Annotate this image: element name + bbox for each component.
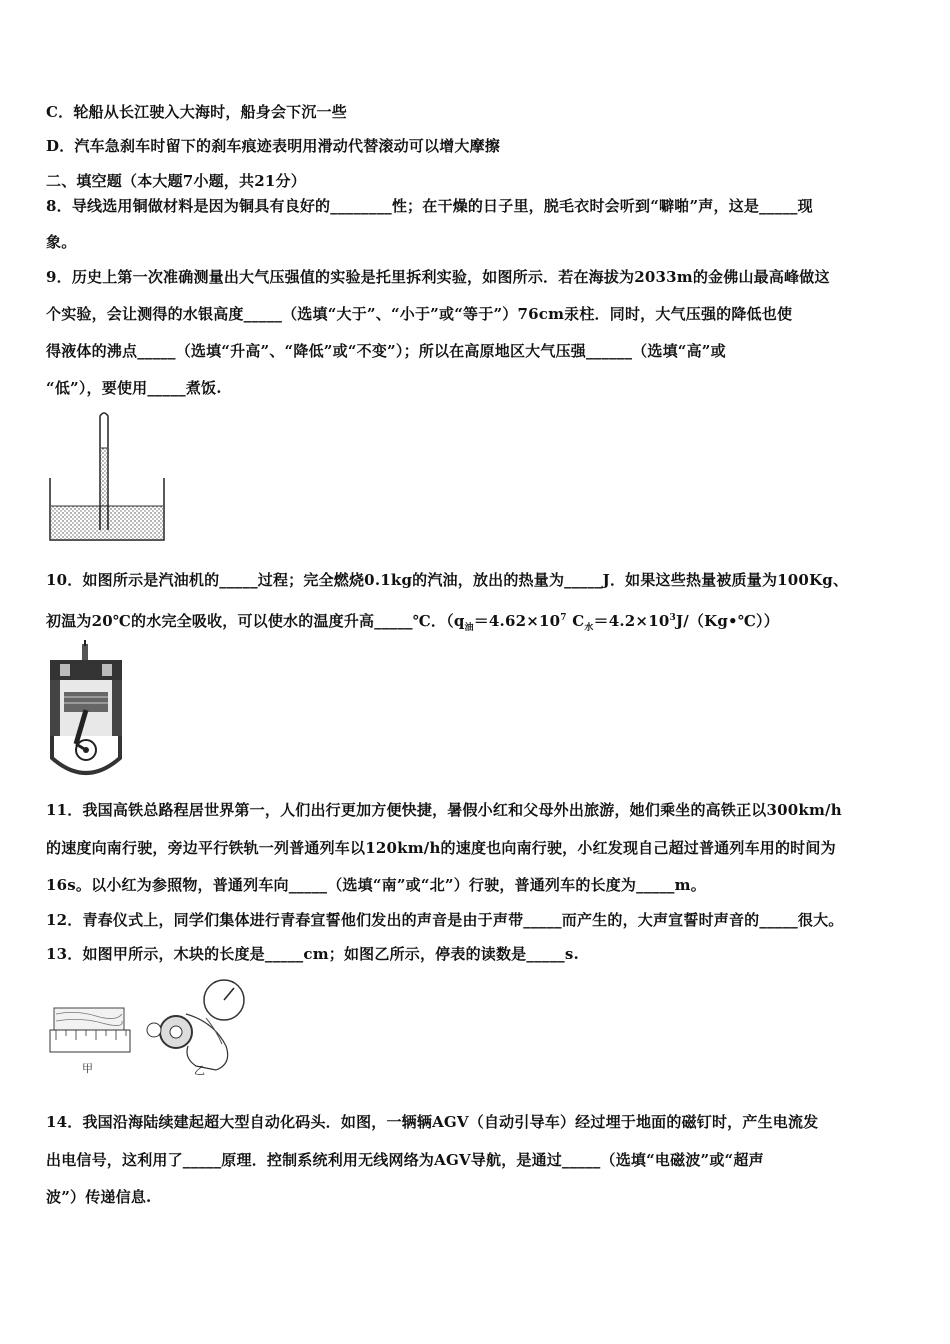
torricelli-diagram — [46, 408, 170, 544]
q10-text-e: J/（Kg•℃）） — [675, 612, 779, 630]
engine-figure — [46, 638, 126, 784]
question-9-line-2: 个实验，会让测得的水银高度_____（选填“大于”、“小于”或“等于”）76cm汞柱．同时，大气压强的降低也使 — [46, 305, 793, 323]
question-11-line-2: 的速度向南行驶，旁边平行铁轨一列普通列车以120km/h的速度也向南行驶，小红发现自己超过普通列车用的时间为 — [46, 839, 836, 857]
question-10-line-2 — [46, 608, 779, 638]
question-8-line-2: 象。 — [46, 233, 77, 251]
question-14-line-1: 14．我国沿海陆续建起超大型自动化码头．如图，一辆辆AGV（自动引导车）经过埋于地面的磁钉时，产生电流发 — [46, 1113, 819, 1131]
question-9-line-4: “低”），要使用_____煮饭. — [46, 379, 222, 397]
label-yi: 乙 — [194, 1064, 205, 1077]
question-11-line-3: 16s。以小红为参照物，普通列车向_____（选填“南”或“北”）行驶，普通列车的长度为_____m。 — [46, 876, 706, 894]
ruler-stopwatch-figure — [46, 974, 252, 1078]
torricelli-figure — [46, 408, 170, 544]
question-14-line-3: 波”）传递信息. — [46, 1188, 152, 1206]
label-jia: 甲 — [82, 1062, 93, 1075]
question-8-line-1: 8．导线选用铜做材料是因为铜具有良好的________性；在干燥的日子里，脱毛衣时会听到“噼啪”声，这是_____现 — [46, 197, 813, 215]
question-11-line-1: 11．我国高铁总路程居世界第一，人们出行更加方便快捷，暑假小红和父母外出旅游，她们乘坐的高铁正以300km/h — [46, 801, 842, 819]
q10-exp-3: 3 — [669, 613, 676, 623]
question-9-line-1: 9．历史上第一次准确测量出大气压强值的实验是托里拆利实验，如图所示．若在海拔为2033m的金佛山最高峰做这 — [46, 268, 830, 286]
ruler-stopwatch-diagram — [46, 974, 252, 1078]
q10-text-a: 初温为20℃的水完全吸收，可以使水的温度升高_____℃．（q — [46, 612, 465, 630]
q10-text-b: ＝4.62×10 — [473, 612, 561, 630]
q10-sub-oil: 油 — [464, 623, 474, 633]
question-14-line-2: 出电信号，这利用了_____原理．控制系统利用无线网络为AGV导航，是通过_____（选填“电磁波”或“超声 — [46, 1151, 764, 1169]
option-d: D．汽车急刹车时留下的刹车痕迹表明用滑动代替滚动可以增大摩擦 — [46, 137, 501, 155]
q10-text-d: ＝4.2×10 — [593, 612, 670, 630]
q10-exp-7: 7 — [560, 613, 567, 623]
option-c: C．轮船从长江驶入大海时，船身会下沉一些 — [46, 103, 347, 121]
question-9-line-3: 得液体的沸点_____（选填“升高”、“降低”或“不变”）；所以在高原地区大气压强______（选填“高”或 — [46, 342, 726, 360]
question-12-line-1: 12．青春仪式上，同学们集体进行青春宣誓他们发出的声音是由于声带_____而产生的，大声宣誓时声音的_____很大。 — [46, 911, 844, 929]
question-10-line-1: 10．如图所示是汽油机的_____过程；完全燃烧0.1kg的汽油，放出的热量为_____J．如果这些热量被质量为100Kg、 — [46, 571, 849, 589]
gasoline-engine-diagram — [46, 638, 126, 784]
question-13-line-1: 13．如图甲所示，木块的长度是_____cm；如图乙所示，停表的读数是_____s. — [46, 945, 579, 963]
q10-sub-water: 水 — [584, 623, 594, 633]
q10-text-c: C — [566, 612, 585, 630]
section-heading: 二、填空题（本大题7小题，共21分） — [46, 172, 306, 190]
